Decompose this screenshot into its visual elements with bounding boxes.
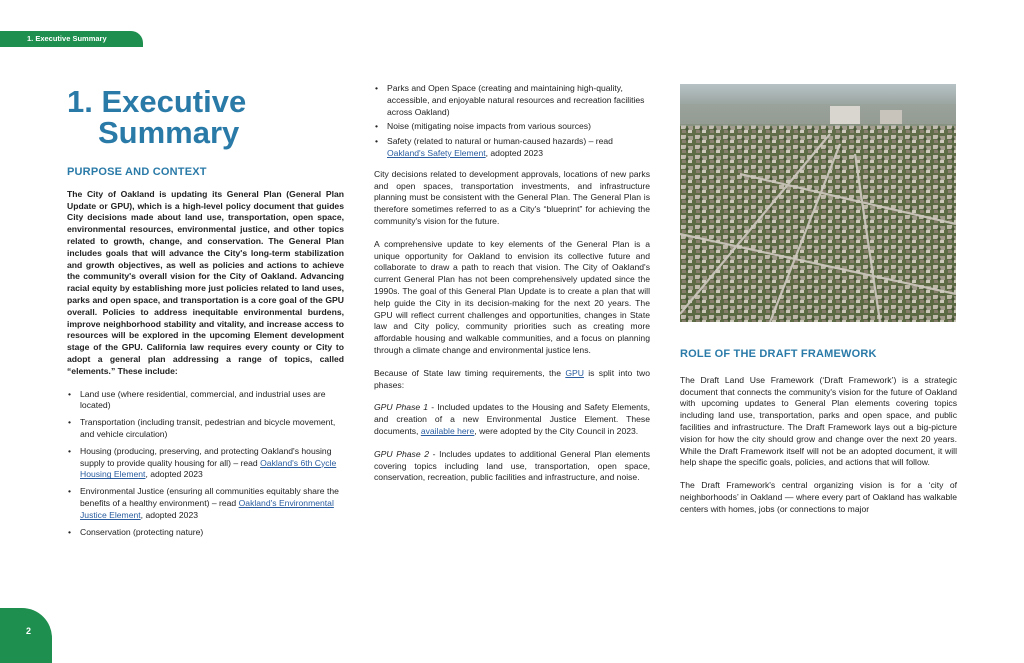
list-item-text: Housing (producing, preserving, and protecting Oakland's housing supply to provide quality housing for all) – read	[80, 445, 332, 468]
page-number: 2	[26, 626, 32, 636]
phase1-label: GPU Phase 1	[374, 402, 429, 413]
list-item	[67, 446, 344, 481]
page-number-badge	[0, 608, 52, 663]
list-item-text: Conservation (protecting nature)	[80, 526, 204, 537]
role-heading: ROLE OF THE DRAFT FRAMEWORK	[680, 348, 877, 360]
column-left	[67, 167, 344, 543]
list-item	[374, 83, 650, 118]
list-item	[374, 121, 650, 133]
housing-element-link[interactable]: Oakland's 6th Cycle Housing Element	[80, 457, 337, 480]
phases-intro-suffix: is split into two phases:	[374, 367, 650, 390]
list-item-suffix: , adopted 2023	[485, 147, 543, 158]
page-title	[67, 86, 327, 148]
safety-element-link[interactable]: Oakland's Safety Element	[387, 147, 486, 158]
elements-list	[67, 389, 344, 539]
list-item	[374, 136, 650, 160]
list-item-text: Safety (related to natural or human-caused hazards) – read	[387, 136, 613, 147]
phase1-paragraph	[374, 402, 650, 437]
list-item-text: Parks and Open Space (creating and maintaining high-quality, accessible, and enjoyable natural resources and recreation facilities across Oakland)	[387, 83, 645, 117]
phase2-paragraph	[374, 449, 650, 484]
list-item-text: Land use (where residential, commercial, and industrial uses are located)	[80, 388, 326, 411]
list-item-text: Noise (mitigating noise impacts from various sources)	[387, 121, 591, 132]
gpu-link[interactable]: GPU	[565, 367, 584, 378]
elements-list-continued	[374, 83, 650, 160]
available-here-link[interactable]: available here	[420, 425, 475, 436]
purpose-heading: PURPOSE AND CONTEXT	[67, 166, 207, 178]
list-item-suffix: , adopted 2023	[145, 469, 203, 480]
list-item-text: Transportation (including transit, pedestrian and bicycle movement, and vehicle circulation)	[80, 417, 336, 439]
phase2-text: - Includes updates to additional General Plan elements covering topics including land use, transportation, open space, conservation, recreation, public facilities and infrastructure, and noise.	[374, 448, 651, 483]
column-middle	[374, 83, 650, 495]
section-tab-label: 1. Executive Summary	[27, 34, 107, 43]
list-item	[67, 527, 344, 539]
list-item-suffix: , adopted 2023	[140, 509, 199, 520]
page-title-line2: Summary	[98, 115, 240, 150]
list-item	[67, 389, 344, 413]
page-title-line1: 1. Executive	[67, 84, 247, 119]
update-paragraph: A comprehensive update to key elements of the General Plan is a unique opportunity for Oakland to envision its collective future and collaborate to draw a path to reach that vision. The City of Oakland's current General Plan has not been comprehensively updated since the 1990s. The goal of this General Plan Update is to create a plan that will help guide the City in its decision-making for the next 20 years. The GPU will reflect current challenges and opportunities, changes in State law and City policy, community priorities such as creating more affordable housing and walkable communities, and a focus on planning through a climate change and environmental justice lens.	[374, 238, 650, 355]
phases-intro	[374, 368, 650, 392]
list-item	[67, 486, 344, 521]
column-right	[680, 349, 957, 527]
phase1-suffix: , were adopted by the City Council in 2023.	[474, 425, 639, 436]
role-paragraph-2: The Draft Framework's central organizing vision is for a ‘city of neighborhoods’ in Oakland — where every part of Oakland has walkable centers with homes, jobs (or connections to major	[680, 480, 957, 514]
list-item-text: Environmental Justice (ensuring all communities equitably share the benefits of a healthy environment) – read	[80, 486, 339, 508]
role-paragraph-1: The Draft Land Use Framework (‘Draft Framework’) is a strategic document that connects the community's vision for the future of Oakland with upcoming updates to General Plan elements covering topics including land use, transportation, parks and open space, and public facilities and infrastructure. The Draft Framework lays out a big-picture vision for how the city should grow and change over the next 20 years. While the Draft Framework itself will not be an adopted document, it will help shape the specific goals, policies, and actions that will follow.	[680, 374, 957, 468]
section-tab	[0, 31, 143, 47]
list-item	[67, 417, 344, 441]
consistency-paragraph: City decisions related to development approvals, locations of new parks and open spaces, transportation investments, and infrastructure planning must be consistent with the General Plan. The General Plan is therefore sometimes referred to as a City's “blueprint” for achieving the community's vision for the future.	[374, 168, 650, 226]
phases-intro-text: Because of State law timing requirements, the	[374, 367, 566, 378]
phase2-label: GPU Phase 2	[374, 448, 430, 459]
purpose-paragraph: The City of Oakland is updating its General Plan (General Plan Update or GPU), which is a high-level policy document that guides City decisions made about land use, transportation, open space, environmental resources, environmental justice, and other topics related to growth, change, and conservation. The General Plan includes goals that will advance the City's long-term stabilization and growth objectives, as well as policies and actions to achieve the community's overall vision for the City of Oakland. Advancing racial equity by establishing more just policies related to land uses, parks and open space, and transportation is a core goal of the GPU overall. Policies to address inequitable environmental burdens, improve neighborhood stability and vitality, and increase access to resources will be explored in the upcoming Element development stage of the GPU. California law requires every county or City to adopt a general plan addressing a range of topics, called “elements.” These include:	[67, 188, 344, 376]
ej-element-link[interactable]: Oakland's Environmental Justice Element	[80, 497, 334, 520]
phase1-text: - Included updates to the Housing and Safety Elements, and creation of a new Environmental Justice Element. These documents,	[374, 402, 651, 436]
aerial-city-photo	[680, 84, 956, 322]
